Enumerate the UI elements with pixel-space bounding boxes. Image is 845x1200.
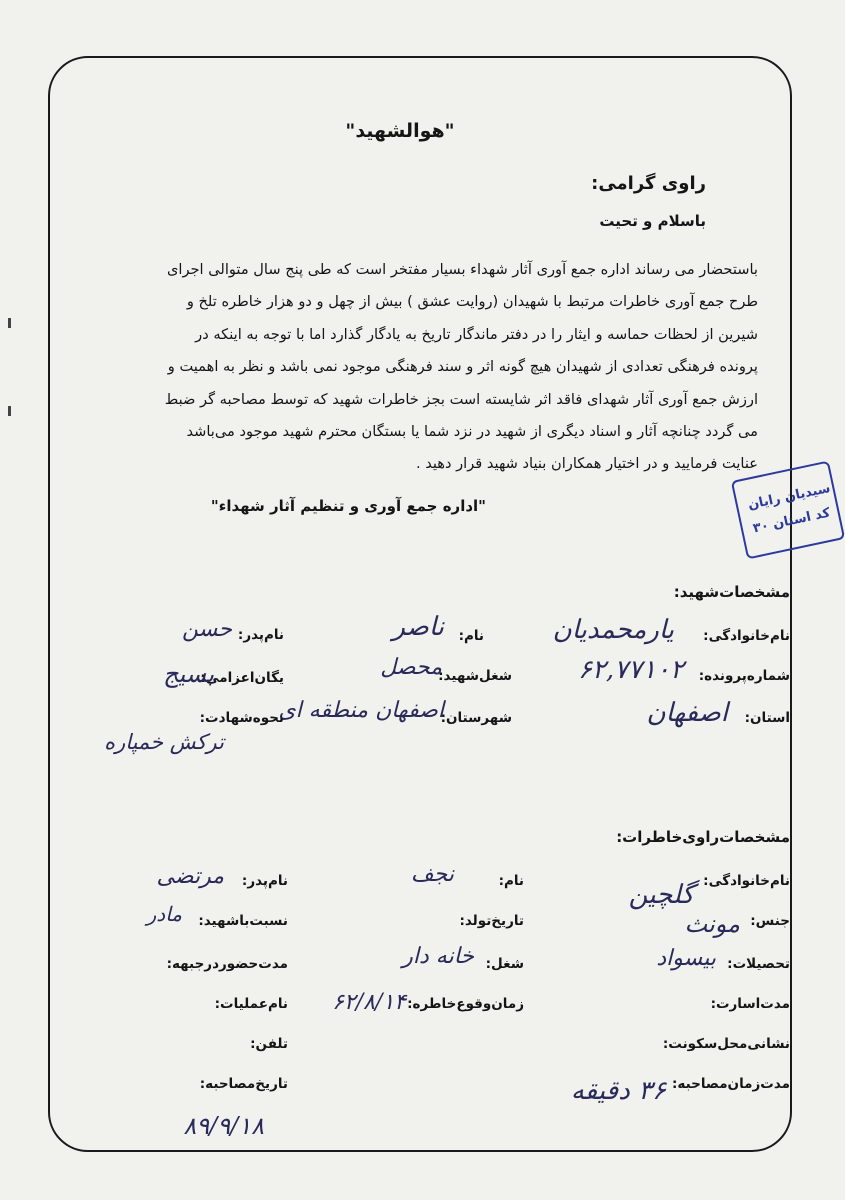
narrator-name-label: نام: [498,873,524,889]
letter-line: ارزش جمع آوری آثار شهدای فاقد اثر شایسته است بجز خاطرات شهید که توسط مصاحبه گر ضبط [164,390,758,408]
narrator-address-label: نشانی‌محل‌سکونت: [662,1036,790,1052]
martyr-file-value: ۶۲,۷۷۱۰۲ [577,655,684,685]
narrator-duration-label: مدت‌زمان‌مصاحبه: [672,1076,790,1092]
greeting: باسلام و تحیت [599,212,706,230]
letter-line: باستحضار می رساند اداره جمع آوری آثار شهداء بسیار مفتخر است که طی پنج سال متوالی اجرای [166,261,758,278]
stamp-line: سیدیان رایان [746,480,832,514]
narrator-birth-label: تاریخ‌تولد: [459,913,524,929]
narrator-operation-label: نام‌عملیات: [214,996,288,1012]
martyr-province-label: استان: [744,710,790,726]
page-title: "هوالشهید" [345,120,455,142]
martyr-job-label: شغل‌شهید: [438,668,512,684]
martyr-name-value: ناصر [392,612,444,642]
narrator-duration-value: ۳۶ دقیقه [570,1076,666,1106]
narrator-father-value: مرتضی [156,864,224,889]
martyr-father-value: حسن [182,617,232,642]
narrator-event-time-value: ۶۲/۸/۱۴ [332,990,406,1015]
narrator-section-heading: مشخصات‌راوی‌خاطرات: [616,828,790,846]
narrator-relation-label: نسبت‌باشهید: [198,913,288,929]
martyr-family-label: نام‌خانوادگی: [703,628,790,644]
martyr-section-heading: مشخصات‌شهید: [673,583,790,601]
martyr-martyrdom-value: ترکش خمپاره [104,730,224,754]
narrator-date-label: تاریخ‌مصاحبه: [199,1076,288,1092]
letter-line: پرونده فرهنگی تعدادی از شهیدان هیچ گونه اثر و سند فرهنگی موجود نمی باشد و نظر به اهمیت و [167,358,758,376]
narrator-captivity-label: مدت‌اسارت: [710,996,790,1012]
martyr-father-label: نام‌پدر: [237,627,284,643]
salutation: راوی گرامی: [591,173,706,194]
margin-mark [8,318,11,328]
narrator-job-label: شغل: [485,956,524,972]
martyr-file-label: شماره‌پرونده: [698,668,790,684]
narrator-education-value: بیسواد [656,946,716,971]
narrator-name-value: نجف [410,862,454,887]
narrator-family-label: نام‌خانوادگی: [703,873,790,889]
narrator-event-time-label: زمان‌وقوع‌خاطره: [407,996,524,1012]
narrator-gender-label: جنس: [750,913,790,929]
letter-line: عنایت فرمایید و در اختیار همکاران بنیاد شهید قرار دهید . [415,455,758,473]
narrator-education-label: تحصیلات: [727,956,790,972]
letter-line: طرح جمع آوری خاطرات مرتبط با شهیدان (روایت عشق ) بیش از چهل و دو هزار خاطره تلخ و [186,293,758,311]
martyr-city-label: شهرستان: [440,710,512,726]
narrator-relation-value: مادر [146,902,182,926]
letter-line: می گردد چنانچه آثار و اسناد دیگری از شهید در نزد شما یا بستگان محترم شهید موجود می‌باشد [186,423,758,441]
martyr-province-value: اصفهان [646,698,728,728]
narrator-phone-label: تلفن: [250,1036,288,1052]
letter-signature: "اداره جمع آوری و تنظیم آثار شهداء" [210,497,486,515]
narrator-job-value: خانه دار [402,944,474,969]
narrator-date-value: ۸۹/۹/۱۸ [183,1112,264,1140]
letter-body [68,254,758,481]
martyr-martyrdom-label: نحوه‌شهادت: [199,710,284,726]
margin-mark [8,406,11,416]
narrator-front-label: مدت‌حضوردرجبهه: [166,956,288,972]
letter-line: شیرین از لحظات حماسه و ایثار را در دفتر ماندگار تاریخ به یادگار گذارد اما با توجه به اینکه در [195,325,758,343]
martyr-job-value: محصل [380,655,442,680]
martyr-city-value: اصفهان منطقه ای [278,698,444,723]
martyr-unit-label: یگان‌اعزامی: [200,670,284,686]
martyr-unit-value: بسیج [163,660,214,688]
narrator-gender-value: مونث [684,910,740,938]
martyr-family-value: یارمحمدیان [552,615,674,645]
martyr-name-label: نام: [458,628,484,644]
stamp-line: کد استان ۳۰ [751,505,832,537]
narrator-family-value: گلچین [628,880,694,910]
narrator-father-label: نام‌پدر: [241,873,288,889]
